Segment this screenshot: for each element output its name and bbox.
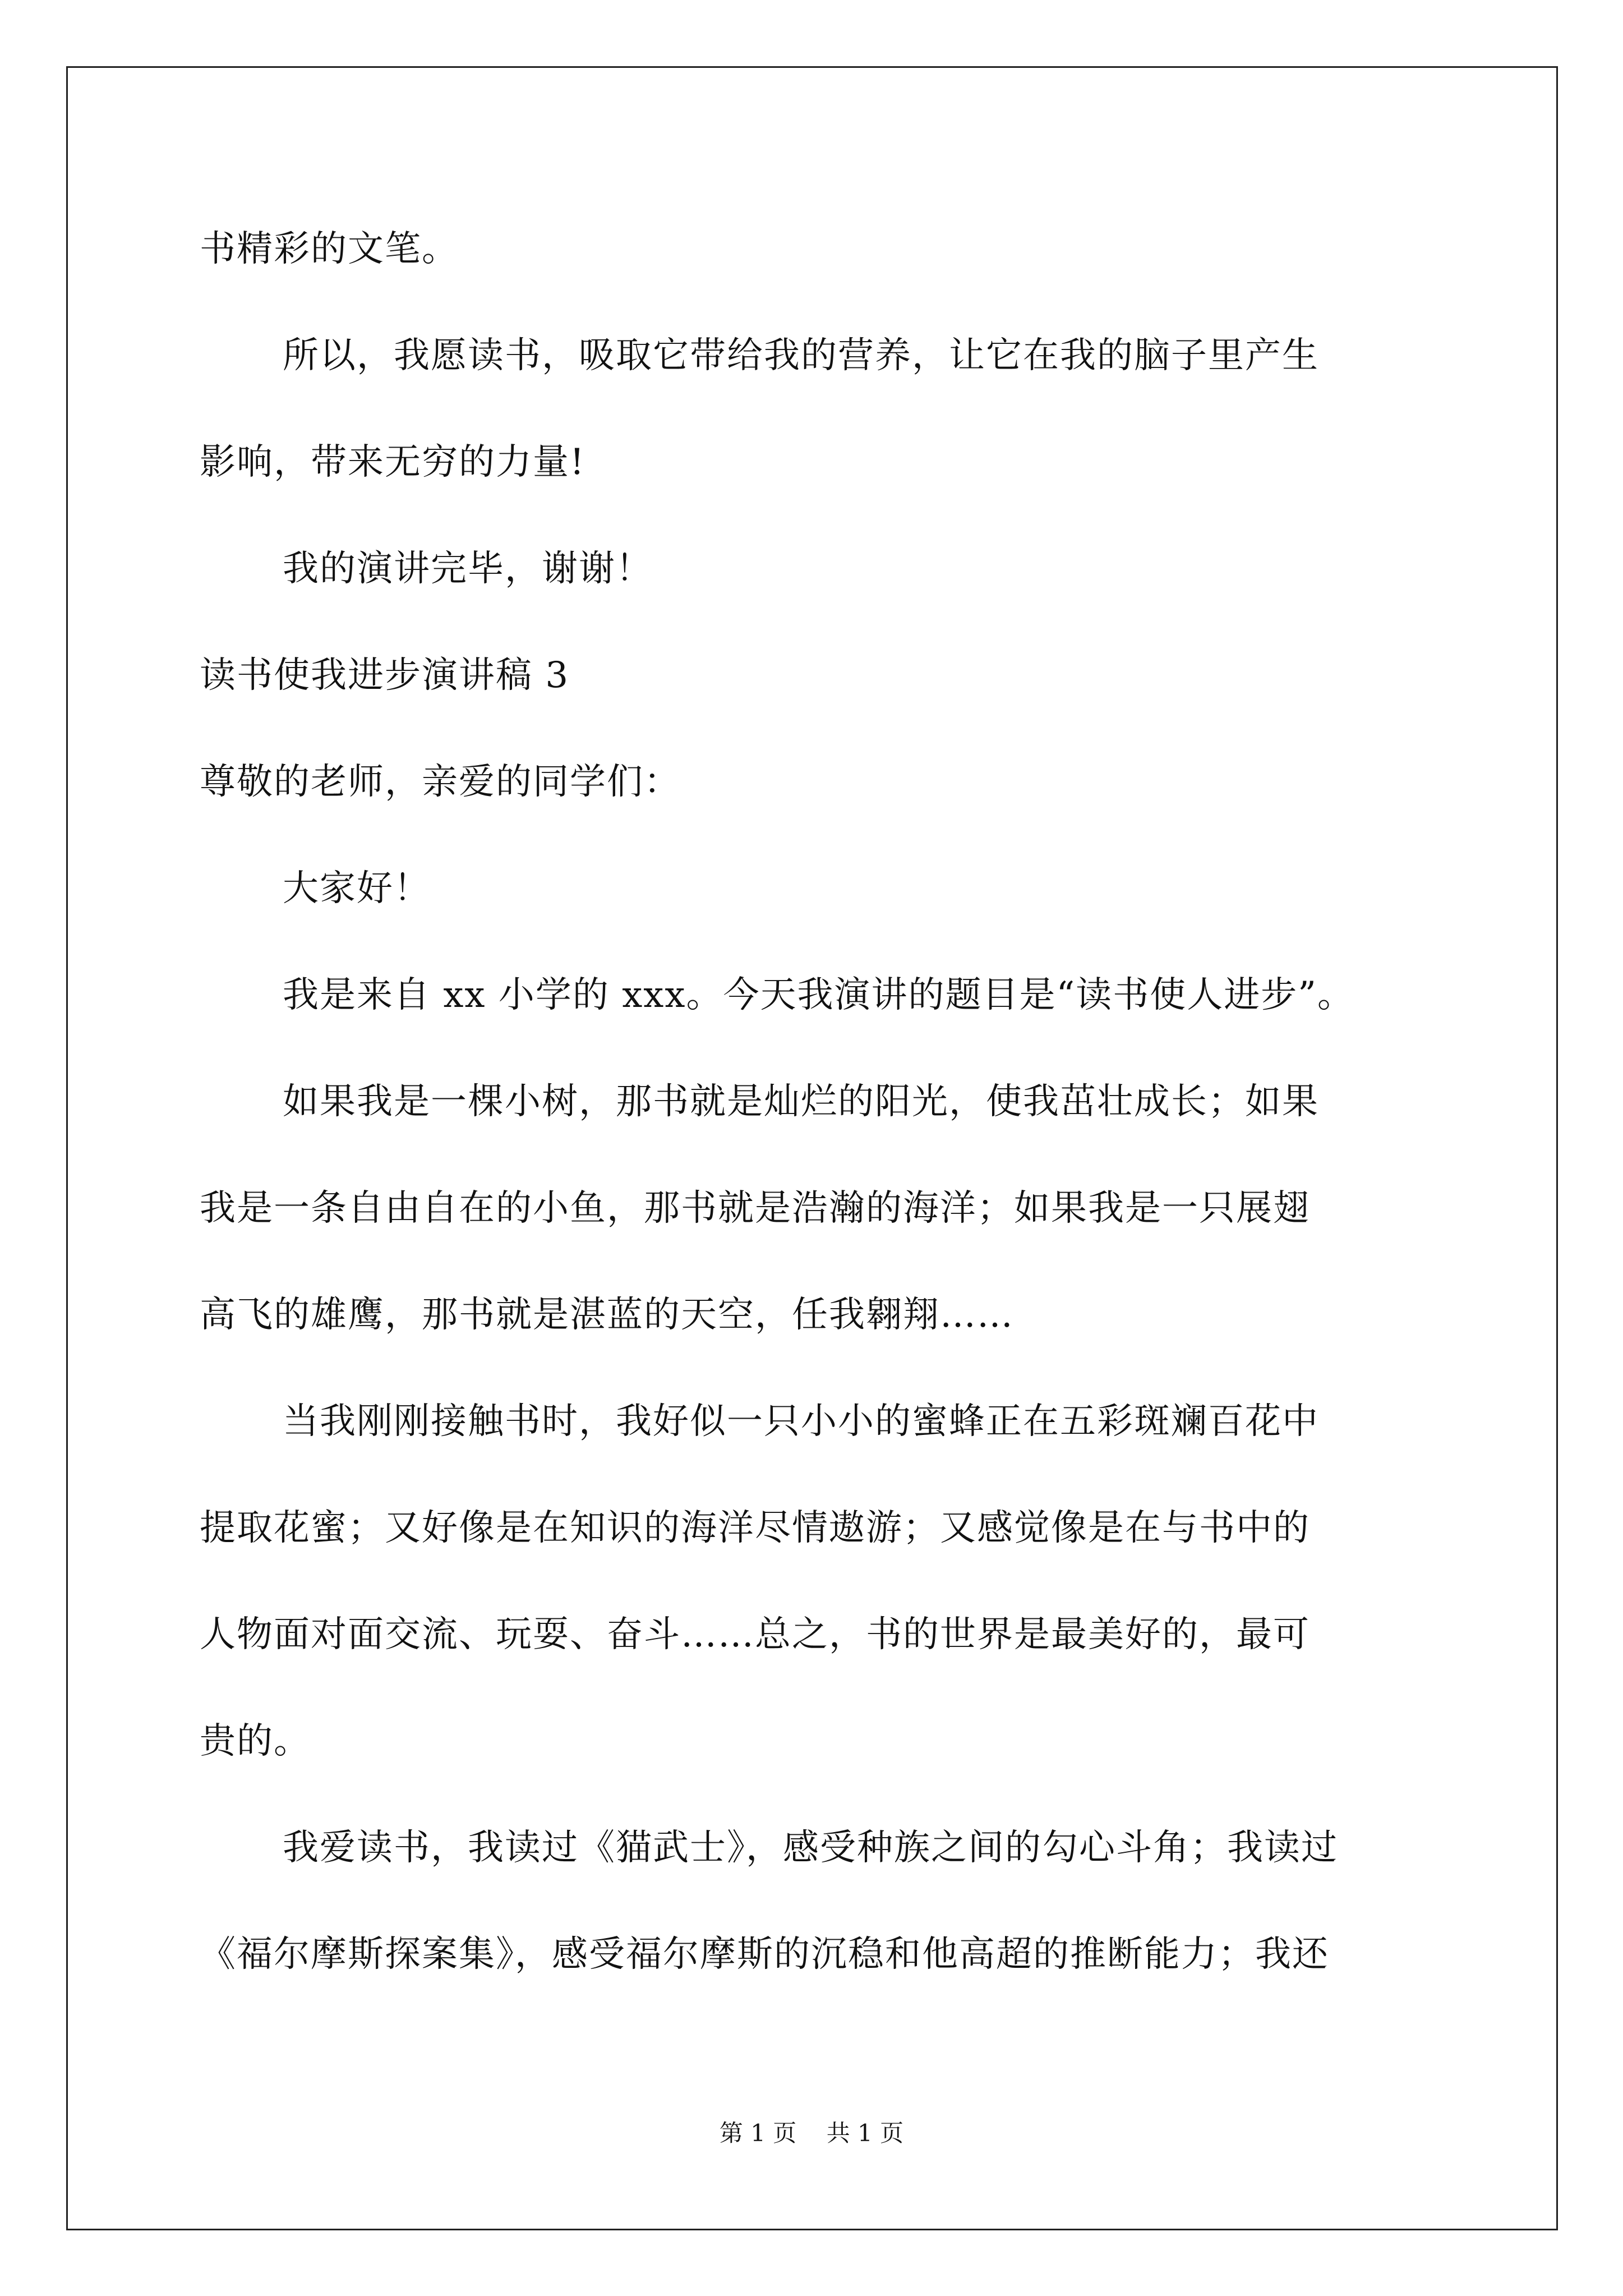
text-line: 如果我是一棵小树，那书就是灿烂的阳光，使我茁壮成长；如果 [283, 1081, 1319, 1122]
page-border [66, 66, 1558, 2230]
text-line: 贵的。 [200, 1720, 311, 1762]
text-line: 高飞的雄鹰，那书就是湛蓝的天空，任我翱翔…… [200, 1294, 1014, 1336]
text-line: 当我刚刚接触书时，我好似一只小小的蜜蜂正在五彩斑斓百花中 [283, 1401, 1319, 1442]
text-line: 影响，带来无穷的力量! [200, 441, 585, 483]
text-line: 书精彩的文笔。 [200, 228, 459, 270]
text-line: 《福尔摩斯探案集》，感受福尔摩斯的沉稳和他高超的推断能力；我还 [200, 1934, 1329, 1975]
text-line: 我是一条自由自在的小鱼，那书就是浩瀚的海洋；如果我是一只展翅 [200, 1188, 1310, 1229]
text-line: 大家好！ [283, 868, 431, 909]
text-line: 我爱读书，我读过《猫武士》，感受种族之间的勾心斗角；我读过 [283, 1827, 1338, 1869]
page-number-footer: 第 1 页 共 1 页 [719, 2119, 904, 2147]
text-line: 提取花蜜；又好像是在知识的海洋尽情遨游；又感觉像是在与书中的 [200, 1507, 1310, 1549]
text-line: 人物面对面交流、玩耍、奋斗……总之，书的世界是最美好的，最可 [200, 1614, 1310, 1655]
text-line: 我是来自 xx 小学的 xxx。今天我演讲的题目是“读书使人进步”。 [283, 974, 1354, 1016]
salutation: 尊敬的老师，亲爱的同学们： [200, 761, 681, 803]
section-heading: 读书使我进步演讲稿 3 [200, 655, 570, 696]
text-line: 我的演讲完毕，谢谢！ [283, 548, 653, 590]
text-line: 所以，我愿读书，吸取它带给我的营养，让它在我的脑子里产生 [283, 335, 1319, 376]
